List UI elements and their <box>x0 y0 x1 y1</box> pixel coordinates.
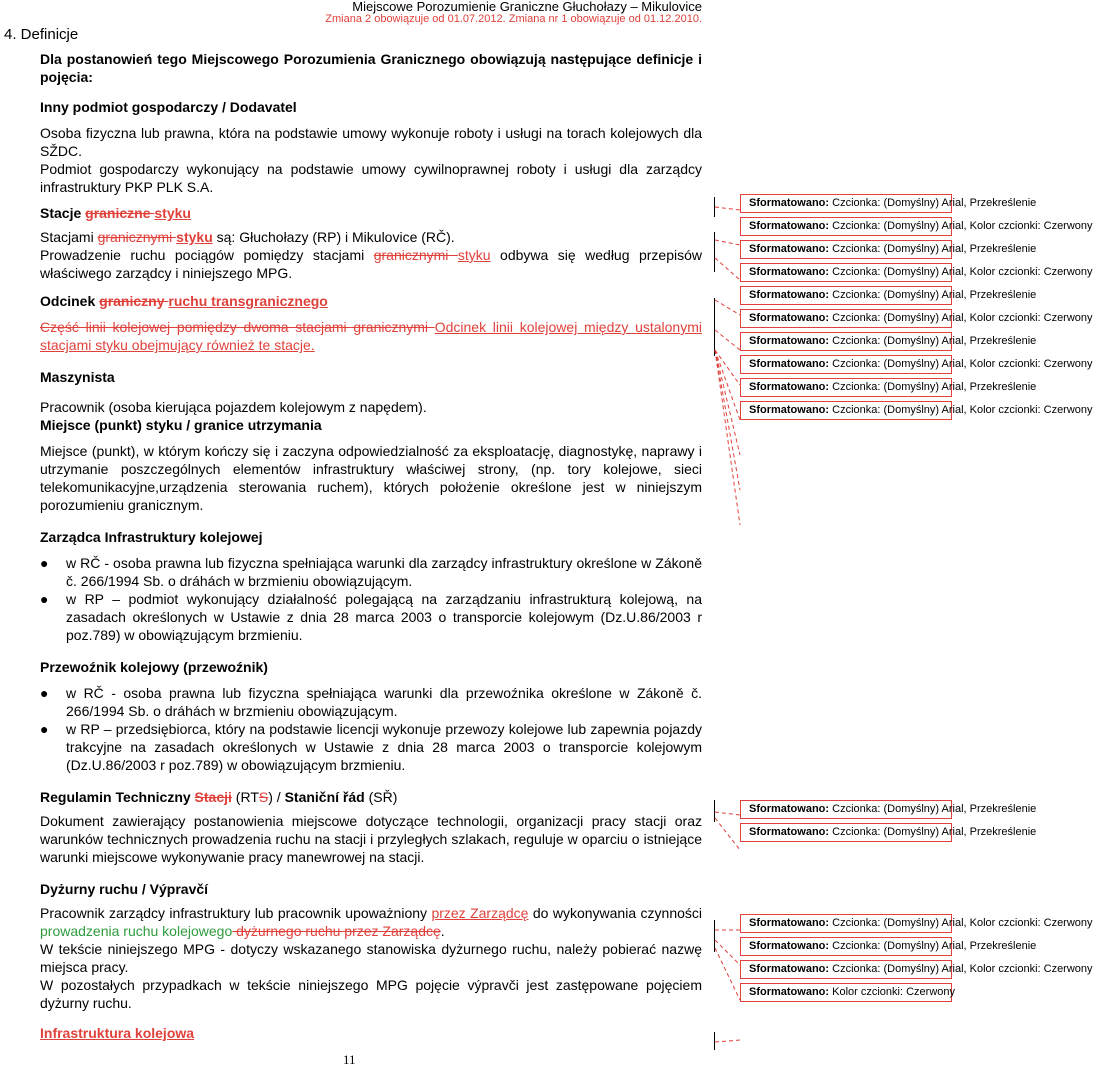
definition-text: W pozostałych przypadkach w tekście niniejszego MPG pojęcie výpravči jest zastępowane pojęciem dyżurny ruchu. <box>40 977 702 1011</box>
definition-text: Dokument zawierający postanowienia miejscowe dotyczące technologii, organizacji pracy stacji oraz warunków technicznych prowadzenia ruchu na stacji i przyległych szlakach, reguluje w oparciu o istniejące warunki miejscowe wykonywanie pracy manewrowej na stacji. <box>40 813 702 865</box>
format-comment[interactable]: Sformatowano: Czcionka: (Domyślny) Arial, Przekreślenie <box>740 800 952 819</box>
page-number: 11 <box>343 1052 356 1067</box>
format-comment[interactable]: Sformatowano: Kolor czcionki: Czerwony <box>740 983 952 1002</box>
comment-column-top <box>740 194 1093 424</box>
inserted-text: Odcinek linii kolejowej między ustalonymi stacjami styku obejmujący również te stacje <box>40 319 702 353</box>
format-comment[interactable]: Sformatowano: Czcionka: (Domyślny) Arial, Przekreślenie <box>740 937 952 956</box>
definition-text: W tekście niniejszego MPG - dotyczy wskazanego stanowiska dyżurnego ruchu, należy pobierać nazwę miejsca pracy. <box>40 941 702 975</box>
intro-text: Dla postanowień tego Miejscowego Porozumienia Granicznego obowiązują następujące definicje i pojęcia: <box>40 51 702 85</box>
format-comment[interactable]: Sformatowano: Czcionka: (Domyślny) Arial, Kolor czcionki: Czerwony <box>740 217 952 236</box>
format-comment[interactable]: Sformatowano: Czcionka: (Domyślny) Arial, Kolor czcionki: Czerwony <box>740 355 952 374</box>
running-header-revision: Zmiana 2 obowiązuje od 01.07.2012. Zmiana nr 1 obowiązuje od 01.12.2010. <box>325 13 702 25</box>
comment-column-middle <box>740 800 1037 846</box>
format-comment[interactable]: Sformatowano: Czcionka: (Domyślny) Arial, Kolor czcionki: Czerwony <box>740 960 952 979</box>
format-comment[interactable]: Sformatowano: Czcionka: (Domyślny) Arial, Przekreślenie <box>740 378 952 397</box>
deleted-text: graniczny <box>99 293 169 309</box>
term-regulamin: Regulamin Techniczny Stacji (RTS) / Staniční řád (SŘ) <box>40 789 398 805</box>
definition-text: Stacjami granicznymi styku są: Głuchołazy (RP) i Mikulovice (RČ). <box>40 229 455 245</box>
term-przewoznik: Przewoźnik kolejowy (przewoźnik) <box>40 659 268 675</box>
format-comment[interactable]: Sformatowano: Czcionka: (Domyślny) Arial, Przekreślenie <box>740 286 952 305</box>
deleted-text: Część linii kolejowej pomiędzy dwoma stacjami granicznymi <box>40 319 435 335</box>
section-title: 4. Definicje <box>4 26 79 43</box>
list-item: ● w RP – podmiot wykonujący działalność polegającą na zarządzaniu infrastrukturą kolejową, na zasadach określonych w Ustawie z dnia 28 marca 2003 o transporcie kolejowym (Dz.U.86/2003 r poz.789) w obowiązującym brzmieniu. <box>40 591 702 643</box>
inserted-text: Infrastruktura kolejowa <box>40 1025 195 1041</box>
format-comment[interactable]: Sformatowano: Czcionka: (Domyślny) Arial, Przekreślenie <box>740 332 952 351</box>
format-comment[interactable]: Sformatowano: Czcionka: (Domyślny) Arial, Przekreślenie <box>740 823 952 842</box>
inserted-text: styku <box>154 205 191 221</box>
deleted-text: granicznymi <box>373 247 458 263</box>
inserted-text: przez Zarządcę <box>431 905 529 921</box>
list-item: ● w RP – przedsiębiorca, który na podstawie licencji wykonuje przewozy kolejowe lub zapewnia pojazdy trakcyjne na zasadach określonych w Ustawie z dnia 28 marca 2003 o transporcie kolejowym (Dz.U.86/2003 r poz.789) w obowiązującym brzmieniu. <box>40 721 702 773</box>
inserted-text: styku <box>176 229 213 245</box>
format-comment[interactable]: Sformatowano: Czcionka: (Domyślny) Arial, Przekreślenie <box>740 194 952 213</box>
deleted-text: dyżurnego ruchu przez Zarządcę <box>232 923 441 939</box>
bullet-icon: ● <box>40 555 49 571</box>
bullet-icon: ● <box>40 685 49 701</box>
term-inny-podmiot: Inny podmiot gospodarczy / Dodavatel <box>40 99 297 115</box>
running-header-title: Miejscowe Porozumienie Graniczne Głuchołazy – Mikulovice <box>352 0 702 14</box>
inserted-text: styku <box>457 247 491 263</box>
definition-text: Osoba fizyczna lub prawna, która na podstawie umowy wykonuje roboty i usługi na torach kolejowych dla SŽDC. <box>40 125 702 159</box>
list-item: ● w RČ - osoba prawna lub fizyczna spełniająca warunki dla przewoźnika określone w Zákoně č. 266/1994 Sb. o dráhách w brzmieniu obowiązującym. <box>40 685 702 719</box>
definition-text: Pracownik (osoba kierująca pojazdem kolejowym z napędem). <box>40 399 427 415</box>
definition-text: Podmiot gospodarczy wykonujący na podstawie umowy cywilnoprawnej roboty i usługi dla zarządcy infrastruktury PKP PLK S.A. <box>40 161 702 195</box>
comment-column-bottom <box>740 914 1093 1006</box>
inserted-text: prowadzenia ruchu kolejowego <box>40 923 233 939</box>
bullet-icon: ● <box>40 721 49 737</box>
term-miejsce-styku: Miejsce (punkt) styku / granice utrzymania <box>40 417 322 433</box>
list-item: ● w RČ - osoba prawna lub fizyczna spełniająca warunki dla zarządcy infrastruktury określone w Zákoně č. 266/1994 Sb. o dráhách w brzmieniu obowiązującym. <box>40 555 702 589</box>
term-zarzadca: Zarządca Infrastruktury kolejowej <box>40 529 263 545</box>
format-comment[interactable]: Sformatowano: Czcionka: (Domyślny) Arial, Kolor czcionki: Czerwony <box>740 309 952 328</box>
format-comment[interactable]: Sformatowano: Czcionka: (Domyślny) Arial, Przekreślenie <box>740 240 952 259</box>
bullet-icon: ● <box>40 591 49 607</box>
deleted-text: granicznymi <box>97 229 177 245</box>
term-odcinek: Odcinek graniczny ruchu transgranicznego <box>40 293 328 309</box>
definition-text: Prowadzenie ruchu pociągów pomiędzy stacjami granicznymi styku odbywa się według przepisów właściwego zarządcy i niniejszego MPG. <box>40 247 702 281</box>
deleted-text: graniczne <box>85 205 155 221</box>
definition-text: Pracownik zarządcy infrastruktury lub pracownik upoważniony przez Zarządcę do wykonywania czynności prowadzenia ruchu kolejowego dyżurnego ruchu przez Zarządcę. <box>40 905 702 939</box>
term-maszynista: Maszynista <box>40 369 115 385</box>
format-comment[interactable]: Sformatowano: Czcionka: (Domyślny) Arial, Kolor czcionki: Czerwony <box>740 401 952 420</box>
format-comment[interactable]: Sformatowano: Czcionka: (Domyślny) Arial, Kolor czcionki: Czerwony <box>740 263 952 282</box>
format-comment[interactable]: Sformatowano: Czcionka: (Domyślny) Arial, Kolor czcionki: Czerwony <box>740 914 952 933</box>
term-dyzurny: Dyżurny ruchu / Výpravčí <box>40 881 209 897</box>
definition-text: Część linii kolejowej pomiędzy dwoma stacjami granicznymi Odcinek linii kolejowej między ustalonymi stacjami styku obejmujący również te stacje. <box>40 319 702 353</box>
deleted-text: S <box>258 789 269 805</box>
inserted-text: ruchu transgranicznego <box>168 293 328 309</box>
deleted-text: Stacji <box>194 789 232 805</box>
definition-text: Miejsce (punkt), w którym kończy się i zaczyna odpowiedzialność za eksploatację, diagnostykę, naprawy i utrzymanie poszczególnych elementów infrastruktury właściwej strony, (np. tory kolejowe, sieci telekomunikacyjne,urządzenia sterowania ruchem), których położenie określone jest w niniejszym porozumieniu granicznym. <box>40 443 702 513</box>
term-stacje-styku: Stacje graniczne styku <box>40 205 191 221</box>
